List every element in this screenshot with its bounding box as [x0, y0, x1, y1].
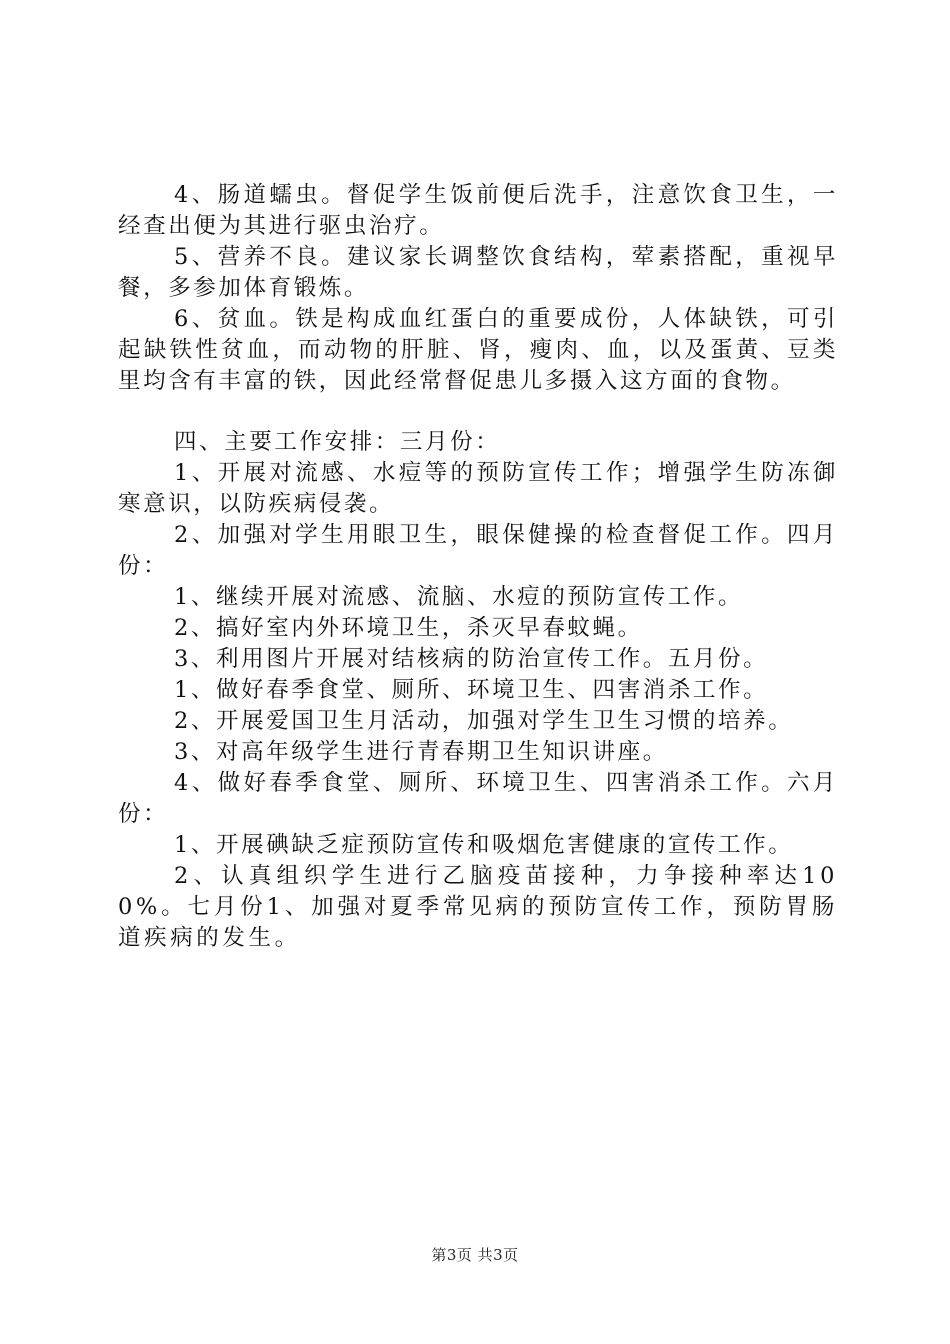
paragraph-april-item-3: 3、利用图片开展对结核病的防治宣传工作。五月份。 — [174, 646, 769, 672]
page-number-footer: 第3页 共3页 — [431, 1246, 519, 1264]
document-body — [118, 180, 838, 954]
paragraph-may-item-4: 4、做好春季食堂、厕所、环境卫生、四害消杀工作。六月份： — [118, 770, 838, 827]
paragraph-june-item-2: 2、认真组织学生进行乙脑疫苗接种，力争接种率达100%。七月份1、加强对夏季常见病的预防宣传工作，预防胃肠道疾病的发生。 — [118, 863, 838, 951]
section-heading-work-plan: 四、主要工作安排：三月份： — [174, 429, 501, 455]
paragraph-may-item-3: 3、对高年级学生进行青春期卫生知识讲座。 — [174, 739, 668, 765]
paragraph-march-item-1: 1、开展对流感、水痘等的预防宣传工作；增强学生防冻御寒意识，以防疾病侵袭。 — [118, 460, 838, 517]
paragraph-intestinal-worms: 4、肠道蠕虫。督促学生饭前便后洗手，注意饮食卫生，一经查出便为其进行驱虫治疗。 — [118, 182, 838, 239]
paragraph-april-item-1: 1、继续开展对流感、流脑、水痘的预防宣传工作。 — [174, 584, 744, 610]
paragraph-april-item-2: 2、搞好室内外环境卫生，杀灭早春蚊蝇。 — [174, 615, 643, 641]
paragraph-june-item-1: 1、开展碘缺乏症预防宣传和吸烟危害健康的宣传工作。 — [174, 832, 794, 858]
paragraph-anemia: 6、贫血。铁是构成血红蛋白的重要成份，人体缺铁，可引起缺铁性贫血，而动物的肝脏、肾，瘦肉、血，以及蛋黄、豆类里均含有丰富的铁，因此经常督促患儿多摄入这方面的食物。 — [118, 306, 838, 394]
paragraph-may-item-1: 1、做好春季食堂、厕所、环境卫生、四害消杀工作。 — [174, 677, 769, 703]
paragraph-malnutrition: 5、营养不良。建议家长调整饮食结构，荤素搭配，重视早餐，多参加体育锻炼。 — [118, 244, 838, 301]
paragraph-may-item-2: 2、开展爱国卫生月活动，加强对学生卫生习惯的培养。 — [174, 708, 794, 734]
paragraph-march-item-2: 2、加强对学生用眼卫生，眼保健操的检查督促工作。四月份： — [118, 522, 838, 579]
